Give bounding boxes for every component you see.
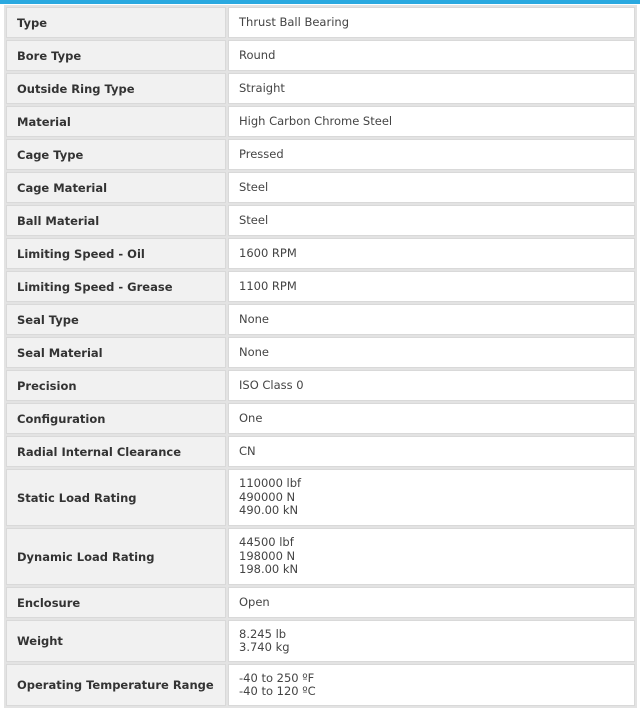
spec-row xyxy=(6,73,635,104)
spec-row xyxy=(6,7,635,38)
spec-value-line: 198.00 kN xyxy=(239,562,299,577)
top-accent-bar xyxy=(0,0,640,4)
spec-value-line: 198000 N xyxy=(239,548,296,563)
spec-label: Precision xyxy=(6,370,226,401)
spec-row xyxy=(6,587,635,618)
spec-row xyxy=(6,304,635,335)
spec-row xyxy=(6,528,635,585)
spec-value xyxy=(228,664,635,706)
spec-value xyxy=(228,528,635,585)
spec-value-line: Steel xyxy=(239,212,269,227)
spec-label: Ball Material xyxy=(6,205,226,236)
spec-label: Seal Type xyxy=(6,304,226,335)
spec-value-line: One xyxy=(239,410,263,425)
spec-value-line: Round xyxy=(239,47,276,62)
spec-value xyxy=(228,73,635,104)
spec-label: Radial Internal Clearance xyxy=(6,436,226,467)
spec-row xyxy=(6,436,635,467)
spec-label: Seal Material xyxy=(6,337,226,368)
spec-label: Weight xyxy=(6,620,226,662)
spec-value-line: -40 to 250 ºF xyxy=(239,670,315,685)
specifications-table-body xyxy=(6,7,635,706)
spec-row xyxy=(6,620,635,662)
specifications-table xyxy=(4,5,637,708)
spec-value xyxy=(228,40,635,71)
spec-row xyxy=(6,403,635,434)
spec-value-line: ISO Class 0 xyxy=(239,377,304,392)
spec-value-line: None xyxy=(239,311,270,326)
spec-row xyxy=(6,172,635,203)
spec-value xyxy=(228,205,635,236)
spec-label: Cage Type xyxy=(6,139,226,170)
spec-value-line: -40 to 120 ºC xyxy=(239,684,316,698)
spec-value xyxy=(228,337,635,368)
spec-value-line: Thrust Ball Bearing xyxy=(239,14,349,29)
spec-label: Operating Temperature Range xyxy=(6,664,226,706)
spec-value xyxy=(228,172,635,203)
spec-label: Configuration xyxy=(6,403,226,434)
spec-value-line: None xyxy=(239,344,270,359)
spec-label: Static Load Rating xyxy=(6,469,226,526)
spec-row xyxy=(6,139,635,170)
spec-value-line: 8.245 lb xyxy=(239,626,287,641)
spec-value-line: High Carbon Chrome Steel xyxy=(239,113,393,128)
spec-value xyxy=(228,403,635,434)
spec-label: Cage Material xyxy=(6,172,226,203)
spec-label: Material xyxy=(6,106,226,137)
spec-row xyxy=(6,271,635,302)
spec-row xyxy=(6,238,635,269)
spec-value xyxy=(228,106,635,137)
spec-label: Limiting Speed - Grease xyxy=(6,271,226,302)
spec-row xyxy=(6,664,635,706)
spec-value xyxy=(228,436,635,467)
spec-value-line: Pressed xyxy=(239,146,284,161)
spec-value xyxy=(228,238,635,269)
spec-value xyxy=(228,587,635,618)
spec-value-line: 110000 lbf xyxy=(239,476,302,491)
spec-value xyxy=(228,271,635,302)
spec-label: Enclosure xyxy=(6,587,226,618)
spec-value-line: Open xyxy=(239,594,270,609)
spec-value xyxy=(228,304,635,335)
spec-value-line: Straight xyxy=(239,80,285,95)
spec-label: Bore Type xyxy=(6,40,226,71)
spec-row xyxy=(6,205,635,236)
spec-row xyxy=(6,370,635,401)
spec-label: Dynamic Load Rating xyxy=(6,528,226,585)
spec-value xyxy=(228,469,635,526)
spec-row xyxy=(6,106,635,137)
spec-value-line: 1600 RPM xyxy=(239,245,297,260)
spec-value xyxy=(228,370,635,401)
spec-row xyxy=(6,337,635,368)
spec-row xyxy=(6,40,635,71)
spec-value-line: 44500 lbf xyxy=(239,535,294,550)
spec-label: Type xyxy=(6,7,226,38)
spec-label: Limiting Speed - Oil xyxy=(6,238,226,269)
spec-row xyxy=(6,469,635,526)
spec-value-line: CN xyxy=(239,443,256,458)
spec-value-line: 3.740 kg xyxy=(239,640,290,654)
spec-value xyxy=(228,7,635,38)
spec-value-line: 1100 RPM xyxy=(239,278,297,293)
spec-value-line: 490000 N xyxy=(239,489,296,504)
spec-value-line: 490.00 kN xyxy=(239,503,299,518)
spec-value-line: Steel xyxy=(239,179,269,194)
spec-value xyxy=(228,139,635,170)
spec-label: Outside Ring Type xyxy=(6,73,226,104)
spec-value xyxy=(228,620,635,662)
